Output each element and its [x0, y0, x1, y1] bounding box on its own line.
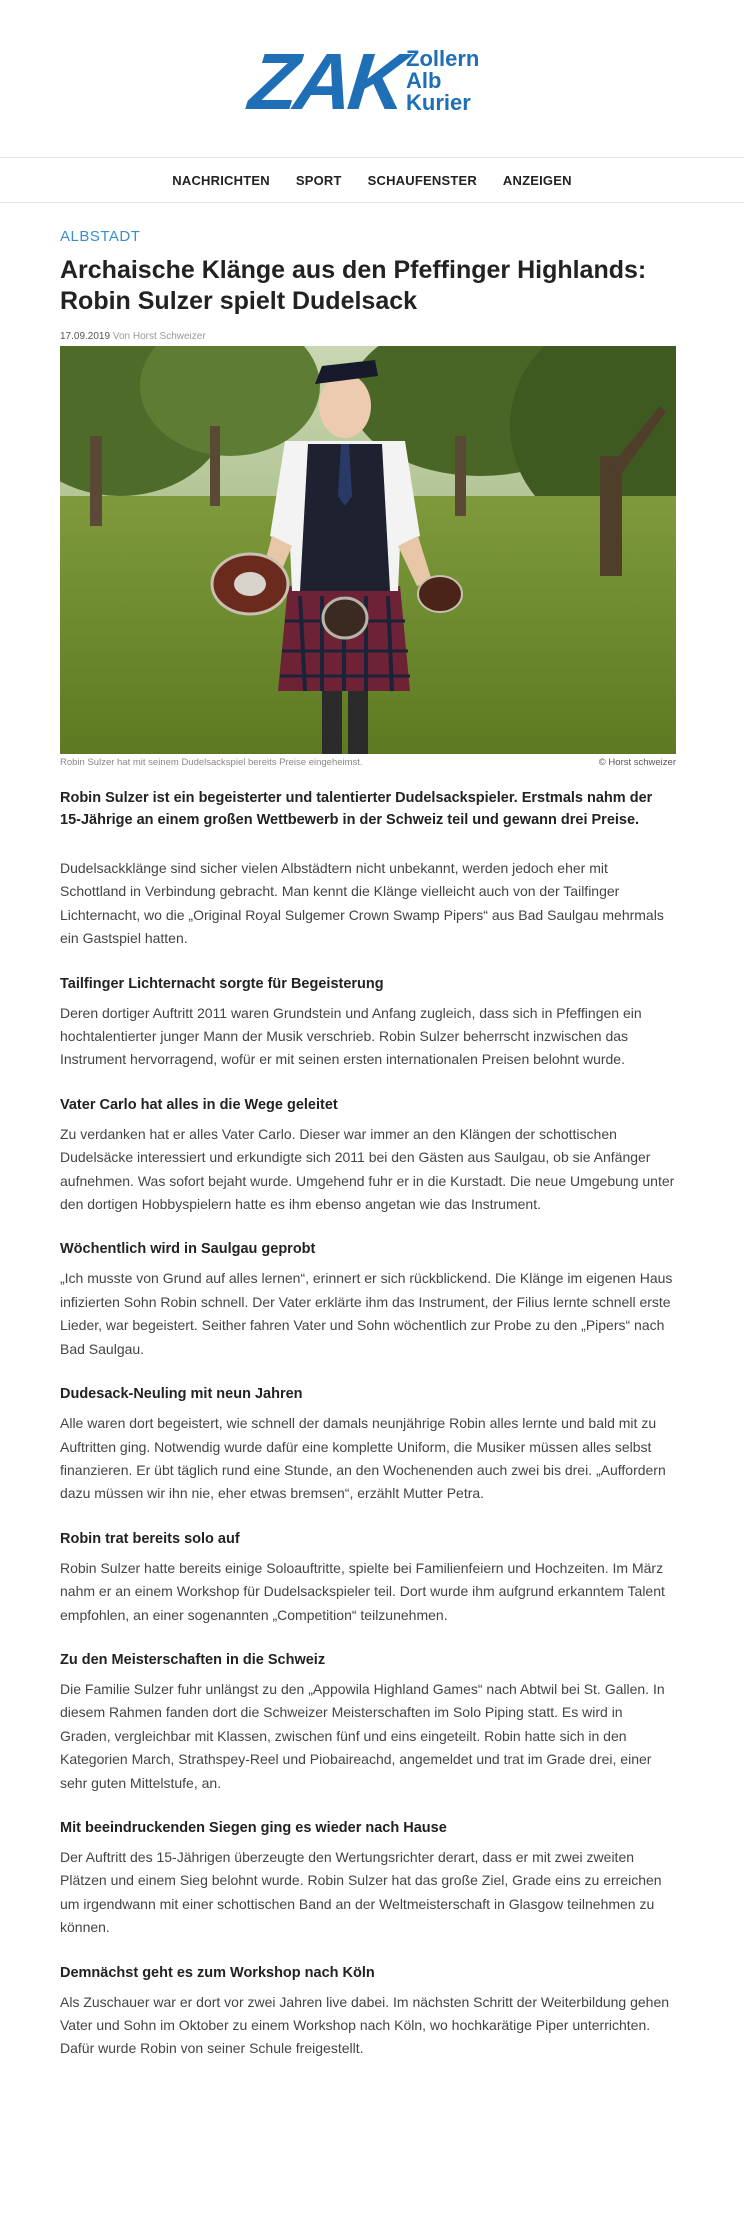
- section-text: Alle waren dort begeistert, wie schnell der damals neunjährige Robin alles lernte und bald mit zu Auftritten ging. Notwendig wurde dafür eine komplette Uniform, die Musiker müssen alles selbst finanzieren. Er übt täglich rund eine Stunde, an den Wochenenden auch zwei bis drei. „Auffordern dazu müssen wir ihn nie, eher etwas bremsen“, erzählt Mutter Petra.: [60, 1415, 666, 1502]
- article-date: 17.09.2019: [60, 331, 111, 342]
- article-lead: Robin Sulzer ist ein begeisterter und talentierter Dudelsackspieler. Erstmals nahm der 15-Jährige an einem großen Wettbewerb in der Schweiz teil und gewann drei Preise.: [60, 790, 653, 828]
- section-text: Zu verdanken hat er alles Vater Carlo. Dieser war immer an den Klängen der schottischen Dudelsäcke interessiert und erkundigte sich 2011 bei den Gästen aus Saulgau, ob sie Anfänger aufnehmen. Was sofort bejaht wurde. Umgehend fuhr er in die Kurstadt. Die neue Umgebung unter den dortigen Hobbyspielern hatte es ihm ebenso angetan wie das Instrument.: [60, 1125, 675, 1213]
- logo-line: Alb: [406, 68, 442, 93]
- article-section: [60, 1096, 676, 1217]
- section-heading: Robin trat bereits solo auf: [60, 1530, 240, 1547]
- photo-illustration: [60, 346, 676, 754]
- article-kicker[interactable]: ALBSTADT: [60, 228, 141, 245]
- article-section: [60, 1964, 676, 2061]
- section-heading: Zu den Meisterschaften in die Schweiz: [60, 1651, 326, 1668]
- section-text: Deren dortiger Auftritt 2011 waren Grundstein und Anfang zugleich, dass sich in Pfeffingen ein hochtalentierter junger Mann der Musik verschrieb. Robin Sulzer beherrscht inzwischen das Instrument hervorragend, wofür er mit seinen ersten internationalen Preisen belohnt wurde.: [60, 1004, 642, 1068]
- photo-caption-row: [60, 757, 676, 768]
- logo-line: Zollern: [406, 46, 480, 71]
- section-heading: Mit beeindruckenden Siegen ging es wieder nach Hause: [60, 1819, 447, 1836]
- logo-wordmark: [406, 48, 479, 114]
- section-text: „Ich musste von Grund auf alles lernen“, erinnert er sich rückblickend. Die Klänge im eigenen Haus infizierten Sohn Robin schnell. Der Vater erklärte ihm das Instrument, der Filius lernte schnell erste Lieder, war begeistert. Seither fahren Vater und Sohn wöchentlich zur Probe zu den „Pipers“ nach Bad Saulgau.: [60, 1270, 673, 1357]
- section-text: Als Zuschauer war er dort vor zwei Jahren live dabei. Im nächsten Schritt der Weiterbildung gehen Vater und Sohn im Oktober zu einem Workshop nach Köln, wo hochkarätige Piper unterrichten. Dafür wurde Robin von seiner Schule freigestellt.: [60, 1993, 670, 2057]
- section-heading: Dudesack-Neuling mit neun Jahren: [60, 1386, 303, 1403]
- article-title: Archaische Klänge aus den Pfeffinger Highlands: Robin Sulzer spielt Dudelsack: [60, 256, 647, 315]
- nav-item-nachrichten[interactable]: NACHRICHTEN: [172, 172, 270, 188]
- nav-item-schaufenster[interactable]: SCHAUFENSTER: [367, 172, 477, 188]
- article: [60, 228, 676, 2061]
- section-text: Robin Sulzer hatte bereits einige Soloauftritte, spielte bei Familienfeiern und Hochzeiten. Im März nahm er an einem Workshop für Dudelsackspieler teil. Dort wurde ihm aufgrund erkanntem Talent empfohlen, an einer sogenannten „Competition“ teilzunehmen.: [60, 1559, 665, 1623]
- section-heading: Wöchentlich wird in Saulgau geprobt: [60, 1241, 316, 1258]
- nav-item-anzeigen[interactable]: ANZEIGEN: [502, 172, 572, 188]
- article-section: [60, 1240, 676, 1361]
- article-author: Von Horst Schweizer: [112, 331, 206, 342]
- nav-item-sport[interactable]: SPORT: [295, 172, 342, 188]
- section-text: Der Auftritt des 15-Jährigen überzeugte den Wertungsrichter derart, dass er mit zwei zweiten Plätzen und einem Sieg belohnt wurde. Robin Sulzer hat das große Ziel, Grade eins zu erreichen um irgendwann mit einer schottischen Band an der Weltmeisterschaft in Glasgow teilnehmen zu können.: [60, 1848, 662, 1936]
- section-heading: Vater Carlo hat alles in die Wege geleitet: [60, 1096, 338, 1113]
- article-section: [60, 975, 676, 1072]
- article-section: [60, 1819, 676, 1940]
- article-section: [60, 1385, 676, 1506]
- photo-credit: © Horst schweizer: [598, 757, 676, 768]
- article-meta: [60, 331, 676, 342]
- article-photo[interactable]: [60, 346, 676, 754]
- site-logo[interactable]: [245, 37, 495, 126]
- main-nav: [0, 158, 744, 203]
- logo-mark: ZAK: [245, 37, 408, 126]
- article-intro: Dudelsackklänge sind sicher vielen Albstädtern nicht unbekannt, werden jedoch eher mit Schottland in Verbindung gebracht. Man kennt die Klänge vielleicht auch von der Tailfinger Lichternacht, wo die „Original Royal Sulgemer Crown Swamp Pipers“ aus Bad Saulgau mehrmals ein Gastspiel hatten.: [60, 860, 664, 947]
- section-heading: Demnächst geht es zum Workshop nach Köln: [60, 1964, 375, 1981]
- section-text: Die Familie Sulzer fuhr unlängst zu den „Appowila Highland Games“ nach Abtwil bei St. Gallen. In diesem Rahmen fanden dort die Schweizer Meisterschaften im Solo Piping statt. Es wird in Graden, vergleichbar mit Klassen, zwischen fünf und eins eingeteilt. Robin hatte sich in den Kategorien March, Strathspey-Reel und Piobaireachd, angemeldet und trat im Grade drei, einer sehr guten Mittelstufe, an.: [60, 1680, 665, 1791]
- photo-caption: Robin Sulzer hat mit seinem Dudelsackspiel bereits Preise eingeheimst.: [60, 757, 363, 768]
- article-section: [60, 1530, 676, 1627]
- article-section: [60, 1651, 676, 1795]
- section-heading: Tailfinger Lichternacht sorgte für Begeisterung: [60, 975, 384, 992]
- logo-line: Kurier: [406, 90, 471, 115]
- site-header: [0, 0, 744, 158]
